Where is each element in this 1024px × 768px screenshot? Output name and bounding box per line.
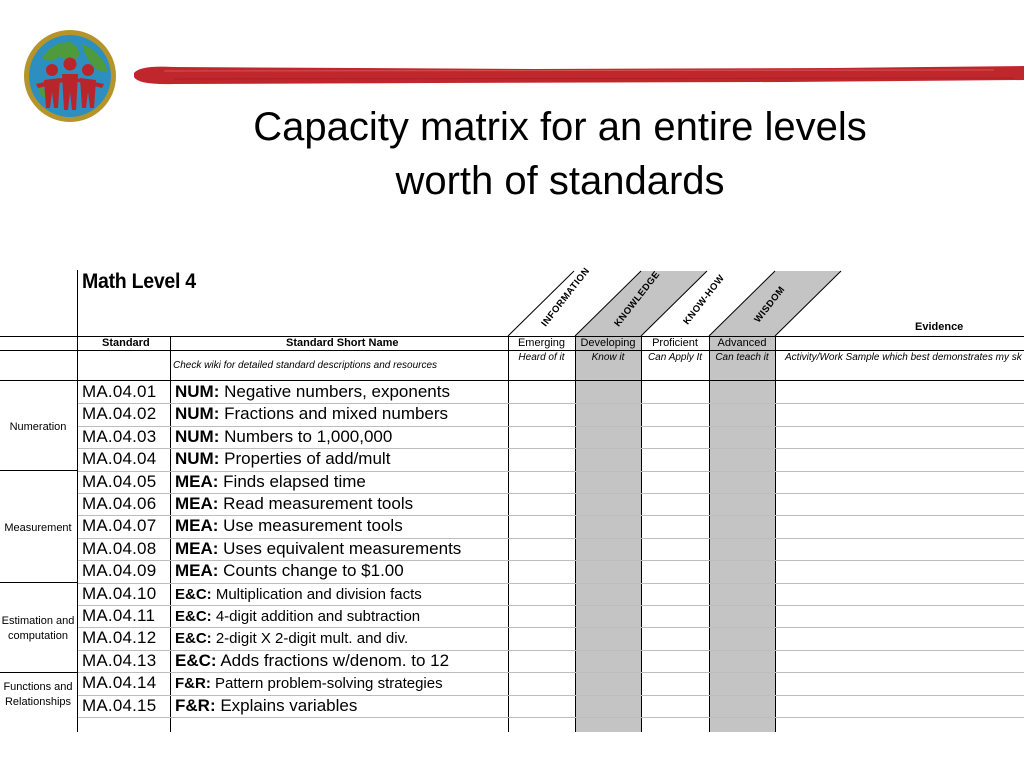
standard-text: Adds fractions w/denom. to 12 — [216, 650, 450, 670]
standard-text: Explains variables — [215, 695, 358, 715]
row-separator — [78, 448, 1024, 449]
standard-short-name — [175, 472, 366, 492]
standard-row — [78, 605, 508, 627]
standard-code: MA.04.07 — [82, 516, 157, 536]
standard-code: MA.04.06 — [82, 494, 157, 513]
row-separator — [78, 583, 1024, 584]
level-advanced: Advanced — [717, 337, 767, 349]
strand-prefix: F&R: — [175, 695, 216, 715]
standard-row — [78, 672, 508, 694]
standard-row — [78, 515, 508, 537]
strand-prefix: F&R: — [175, 675, 211, 693]
strand-prefix: MEA: — [175, 538, 219, 558]
row-separator — [78, 605, 1024, 606]
standard-code: MA.04.03 — [82, 426, 157, 446]
standard-short-name — [175, 382, 450, 402]
standard-code: MA.04.02 — [82, 404, 157, 424]
standard-short-name — [175, 651, 449, 671]
row-separator — [78, 650, 1024, 651]
standard-row — [78, 560, 508, 582]
strand-prefix: NUM: — [175, 426, 220, 446]
standard-text: 2-digit X 2-digit mult. and div. — [211, 630, 409, 648]
standard-row — [78, 426, 508, 448]
slide-title — [160, 100, 960, 208]
standard-code: MA.04.09 — [82, 561, 157, 581]
standard-text: Properties of add/mult — [219, 449, 391, 469]
row-separator — [78, 672, 1024, 673]
strand-functions: Functions and Relationships — [3, 681, 73, 708]
row-separator — [78, 538, 1024, 539]
row-separator — [78, 627, 1024, 628]
header-know-how: KNOW-HOW — [681, 272, 728, 327]
row-separator — [78, 695, 1024, 696]
standard-short-name — [175, 427, 392, 447]
standard-text: Use measurement tools — [218, 516, 403, 536]
strand-prefix: MEA: — [175, 494, 219, 513]
header-wisdom: WISDOM — [752, 284, 788, 325]
row-separator — [78, 493, 1024, 494]
row-separator — [78, 426, 1024, 427]
standard-short-name — [175, 608, 420, 625]
level-proficient: Proficient — [652, 337, 698, 349]
row-separator — [78, 560, 1024, 561]
level-emerging-sub: Heard of it — [518, 352, 565, 363]
standard-row — [78, 627, 508, 649]
standard-short-name — [175, 516, 403, 536]
standard-row — [78, 650, 508, 672]
standard-text: Fractions and mixed numbers — [219, 404, 449, 424]
standard-short-name — [175, 404, 448, 424]
standard-row — [78, 695, 508, 717]
row-separator — [78, 471, 1024, 472]
standard-code: MA.04.13 — [82, 650, 157, 670]
standard-text: Uses equivalent measurements — [218, 538, 462, 558]
header-accent-stripe — [134, 63, 1024, 87]
strand-prefix: NUM: — [175, 382, 220, 401]
standard-code: MA.04.12 — [82, 628, 157, 648]
level-title: Math Level 4 — [82, 270, 196, 293]
standard-text: Counts change to $1.00 — [218, 561, 404, 581]
strand-prefix: NUM: — [175, 404, 220, 424]
strand-prefix: MEA: — [175, 471, 219, 491]
standard-short-name — [175, 586, 422, 603]
diagonal-header-band — [0, 262, 1024, 342]
standard-code: MA.04.15 — [82, 695, 157, 715]
standard-code: MA.04.04 — [82, 449, 157, 469]
evidence-hint: Activity/Work Sample which best demonstrates my sk — [785, 352, 1022, 363]
row-separator — [78, 717, 1024, 718]
standard-text: Negative numbers, exponents — [219, 382, 450, 401]
level-advanced-sub: Can teach it — [715, 352, 769, 363]
strand-numeration: Numeration — [9, 421, 67, 433]
standard-row — [78, 448, 508, 470]
standard-short-name — [175, 494, 413, 514]
strand-estimation: Estimation and computation — [1, 615, 75, 642]
standard-text: Read measurement tools — [218, 494, 414, 513]
standard-short-name — [175, 539, 461, 559]
row-separator — [78, 403, 1024, 404]
strand-prefix: E&C: — [175, 608, 212, 625]
strand-prefix: E&C: — [175, 630, 212, 648]
level-emerging: Emerging — [517, 337, 566, 349]
standard-row — [78, 493, 508, 515]
column-header-short-name: Standard Short Name — [286, 337, 399, 349]
strand-prefix: E&C: — [175, 585, 212, 603]
standard-text: Finds elapsed time — [218, 471, 366, 491]
column-header-standard: Standard — [102, 337, 150, 349]
capacity-matrix — [0, 262, 1024, 732]
standard-short-name — [175, 449, 390, 469]
standard-code: MA.04.01 — [82, 382, 157, 401]
slide-title-line-2: worth of standards — [395, 159, 725, 203]
level-developing-sub: Know it — [591, 352, 625, 363]
standard-code: MA.04.11 — [82, 606, 156, 625]
slide-title-line-1: Capacity matrix for an entire levels — [253, 105, 867, 149]
strand-prefix: MEA: — [175, 561, 219, 581]
standard-row — [78, 403, 508, 425]
header-knowledge: KNOWLEDGE — [612, 269, 663, 329]
standard-text: 4-digit addition and subtraction — [211, 608, 421, 625]
standard-code: MA.04.10 — [82, 583, 157, 603]
standard-row — [78, 538, 508, 560]
standard-short-name — [175, 561, 404, 581]
strand-prefix: NUM: — [175, 449, 220, 469]
strand-prefix: MEA: — [175, 516, 219, 536]
row-separator — [78, 515, 1024, 516]
strand-prefix: E&C: — [175, 650, 217, 670]
standard-text: Multiplication and division facts — [211, 585, 422, 603]
standard-row — [78, 381, 508, 403]
standards-hint: Check wiki for detailed standard descriptions and resources — [173, 360, 438, 371]
header-information: INFORMATION — [539, 265, 593, 329]
standard-short-name — [175, 675, 443, 692]
standard-text: Pattern problem-solving strategies — [210, 675, 443, 693]
strand-measurement: Measurement — [4, 522, 72, 534]
globe-people-logo-icon — [22, 28, 118, 124]
level-proficient-sub: Can Apply It — [647, 352, 703, 363]
standard-text: Numbers to 1,000,000 — [219, 426, 393, 446]
standard-code: MA.04.14 — [82, 673, 157, 693]
standard-short-name — [175, 630, 408, 647]
standard-code: MA.04.05 — [82, 471, 157, 491]
column-header-evidence: Evidence — [915, 321, 964, 333]
standard-row — [78, 583, 508, 605]
standard-code: MA.04.08 — [82, 538, 157, 558]
level-developing: Developing — [580, 337, 636, 349]
standard-row — [78, 471, 508, 493]
standard-short-name — [175, 696, 357, 716]
